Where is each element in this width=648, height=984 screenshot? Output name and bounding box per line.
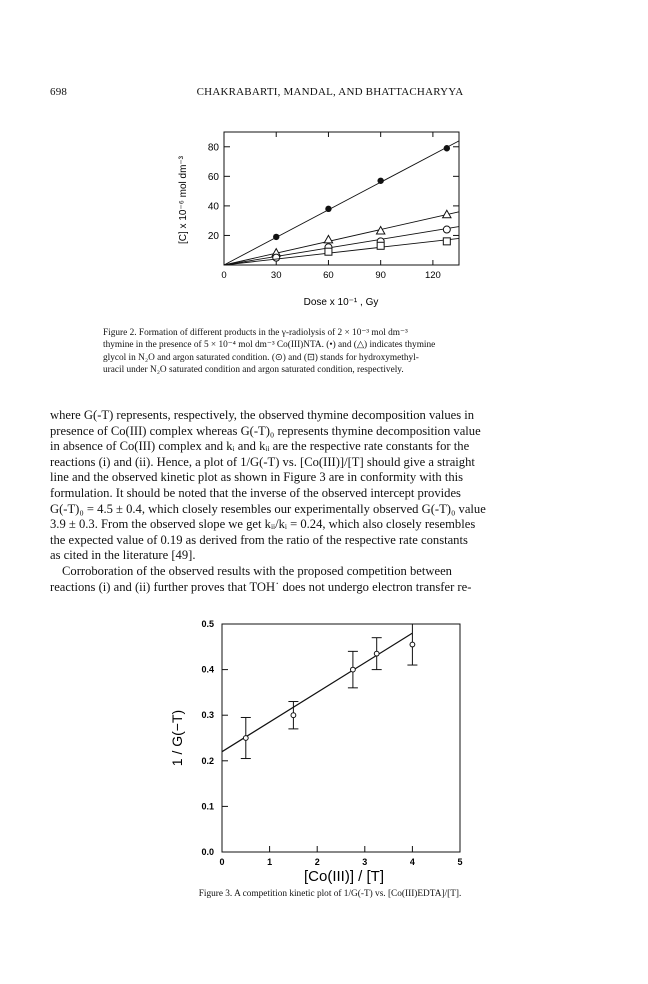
x-tick-label: 1 (267, 857, 273, 867)
x-axis-label: [Co(III)] / [T] (303, 868, 385, 885)
paragraph-line: as cited in the literature [49]. (50, 548, 196, 563)
figure-3-chart (160, 618, 500, 888)
x-tick-label: 4 (409, 857, 415, 867)
x-tick-label: 0 (221, 270, 227, 281)
paragraph-line: the expected value of 0.19 as derived from the ratio of the respective rate constants (50, 532, 468, 547)
y-tick-label: 0.1 (201, 801, 214, 812)
y-tick-label: 0.0 (201, 847, 214, 857)
data-point (374, 651, 379, 656)
fit-line (224, 141, 459, 265)
x-tick-label: 3 (362, 857, 368, 867)
y-tick-label: 0.5 (201, 619, 214, 629)
paragraph-line: line and the observed kinetic plot as shown in Figure 3 are in conformity with this (50, 470, 464, 485)
x-tick-label: 0 (219, 857, 225, 867)
fit-line (224, 212, 459, 265)
caption-line: thymine in the presence of 5 × 10⁻⁴ mol dm⁻³ Co(III)NTA. (•) and (△) indicates thymine (103, 340, 436, 351)
caption-line: Figure 2. Formation of different products in the γ-radiolysis of 2 × 10⁻³ mol dm⁻³ (103, 328, 408, 338)
x-tick-label: 120 (424, 270, 441, 281)
plot-frame (224, 132, 459, 265)
paragraph-line: formulation. It should be noted that the inverse of the observed intercept provides (50, 485, 461, 500)
data-point (351, 667, 356, 672)
figure-2-chart (160, 122, 490, 322)
caption-line: glycol in N₂O and argon saturated condition. (⊙) and (⊡) stands for hydroxymethyl- (103, 352, 419, 363)
plot-frame (222, 624, 460, 852)
paragraph-line: reactions (i) and (ii) further proves that TOH˙ does not undergo electron transfer re- (50, 579, 472, 594)
y-tick-label: 60 (207, 171, 219, 183)
y-tick-label: 20 (207, 230, 219, 242)
paragraph-line: G(-T)₀ = 4.5 ± 0.4, which closely resembles our experimentally observed G(-T)₀ value (50, 501, 486, 516)
y-tick-label: 0.4 (201, 664, 214, 675)
fit-line (224, 238, 459, 265)
data-point (273, 234, 279, 240)
page-number: 698 (50, 86, 68, 98)
figure-2-caption (103, 327, 557, 377)
paragraph-line: Corroboration of the observed results with the proposed competition between (62, 563, 452, 578)
data-point (377, 178, 383, 184)
data-point (377, 242, 384, 249)
paragraph-line: presence of Co(III) complex whereas G(-T)₀ represents thymine decomposition value (50, 423, 481, 438)
data-point (243, 736, 248, 741)
fit-line (222, 633, 412, 752)
x-tick-label: 90 (375, 270, 386, 281)
data-point (324, 235, 332, 243)
x-tick-label: 2 (314, 857, 320, 867)
caption-line: uracil under N₂O saturated condition and argon saturated condition, respectively. (103, 365, 404, 376)
data-point (444, 145, 450, 151)
paragraph-line: in absence of Co(III) complex and kᵢ and kᵢᵢ are the respective rate constants for the (50, 439, 470, 454)
running-head (50, 86, 610, 102)
y-axis-label: [C] x 10⁻⁶ mol dm⁻³ (178, 155, 189, 245)
data-point (410, 642, 415, 647)
data-point (325, 248, 332, 255)
x-tick-label: 5 (457, 857, 463, 867)
x-axis-label: Dose x 10⁻¹ , Gy (303, 297, 379, 308)
paragraph-line: where G(-T) represents, respectively, the observed thymine decomposition values in (50, 408, 475, 422)
y-tick-label: 40 (207, 201, 219, 213)
y-tick-label: 0.3 (201, 710, 214, 721)
data-point (291, 713, 296, 718)
fit-line (224, 227, 459, 265)
paragraph-line: 3.9 ± 0.3. From the observed slope we get kᵢᵢ/kᵢ = 0.24, which also closely resembles (50, 517, 476, 532)
x-tick-label: 30 (270, 270, 282, 281)
y-tick-label: 80 (207, 142, 219, 154)
data-point (443, 238, 450, 245)
data-point (443, 226, 450, 233)
running-title: CHAKRABARTI, MANDAL, AND BHATTACHARYYA (196, 86, 464, 98)
y-axis-label: 1 / G(−T) (169, 709, 185, 767)
paragraph-line: reactions (i) and (ii). Hence, a plot of 1/G(-T) vs. [Co(III)]/[T] should give a straight (50, 454, 475, 469)
figure-3-caption: Figure 3. A competition kinetic plot of 1/G(-T) vs. [Co(III)EDTA]/[T]. (198, 889, 462, 899)
data-point (325, 206, 331, 212)
data-point (273, 254, 280, 261)
body-text (50, 408, 610, 595)
y-tick-label: 0.2 (201, 755, 214, 766)
x-tick-label: 60 (323, 270, 334, 281)
